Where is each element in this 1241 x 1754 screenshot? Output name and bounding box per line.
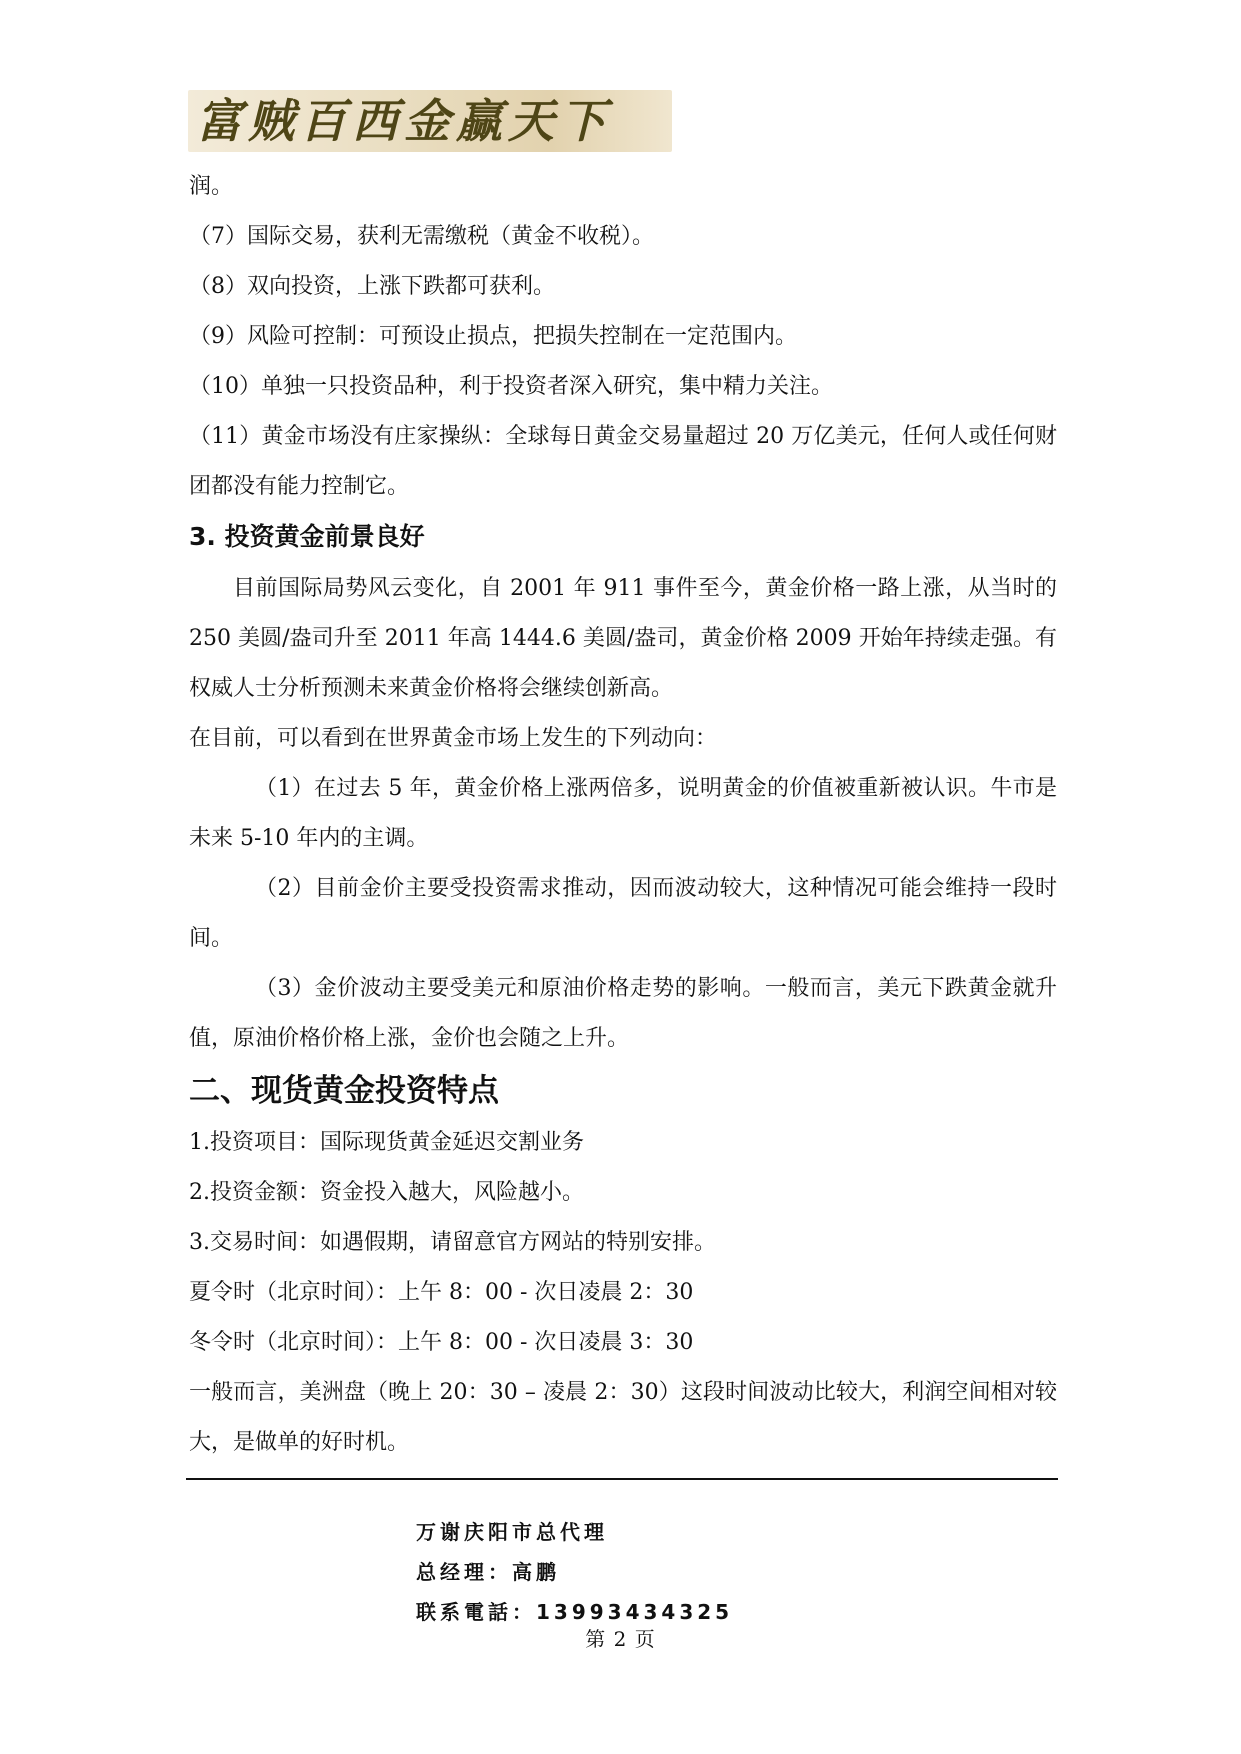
- header-banner-image: [188, 90, 672, 152]
- feature-item-2: 2.投资金额：资金投入越大，风险越小。: [189, 1180, 584, 1205]
- list-item-8: （8）双向投资，上涨下跌都可获利。: [189, 274, 555, 299]
- chapter-heading-2: 二、现货黄金投资特点: [189, 1073, 499, 1109]
- winter-hours: 冬令时（北京时间）：上午 8：00 - 次日凌晨 3：30: [189, 1330, 694, 1355]
- section-heading-3: 3. 投资黄金前景良好: [189, 522, 425, 551]
- footer-phone: 联系電話：13993434325: [416, 1600, 734, 1624]
- section3-item-3: （3）金价波动主要受美元和原油价格走势的影响。一般而言，美元下跌黄金就升值，原油价格价格上涨，金价也会随之上升。: [189, 976, 1057, 1051]
- banner-calligraphy: 富贼百西金赢天下: [196, 94, 612, 148]
- summer-hours: 夏令时（北京时间）：上午 8：00 - 次日凌晨 2：30: [189, 1280, 694, 1305]
- section3-paragraph: 目前国际局势风云变化，自 2001 年 911 事件至今，黄金价格一路上涨，从当时的 250 美圆/盎司升至 2011 年高 1444.6 美圆/盎司，黄金价格 2009 开始年持续走强。有权威人士分析预测未来黄金价格将会继续创新高。: [189, 576, 1057, 701]
- feature-item-1: 1.投资项目：国际现货黄金延迟交割业务: [189, 1130, 584, 1155]
- list-item-10: （10）单独一只投资品种，利于投资者深入研究，集中精力关注。: [189, 374, 833, 399]
- footer-manager: 总经理：高鹏: [416, 1560, 560, 1584]
- footer-agency: 万谢庆阳市总代理: [416, 1520, 608, 1544]
- list-item-11: （11）黄金市场没有庄家操纵：全球每日黄金交易量超过 20 万亿美元，任何人或任何财团都没有能力控制它。: [189, 424, 1057, 499]
- section3-intro: 在目前，可以看到在世界黄金市场上发生的下列动向：: [189, 726, 718, 751]
- list-item-7: （7）国际交易，获利无需缴税（黄金不收税）。: [189, 224, 654, 249]
- feature-item-3: 3.交易时间：如遇假期，请留意官方网站的特别安排。: [189, 1230, 716, 1255]
- page-number: 第 2 页: [585, 1627, 656, 1651]
- section3-item-1: （1）在过去 5 年，黄金价格上涨两倍多，说明黄金的价值被重新被认识。牛市是未来 5-10 年内的主调。: [189, 776, 1057, 851]
- continuation-line: 润。: [189, 174, 234, 199]
- footer-divider: [186, 1478, 1058, 1480]
- closing-paragraph: 一般而言，美洲盘（晚上 20：30 – 凌晨 2：30）这段时间波动比较大，利润空间相对较大，是做单的好时机。: [189, 1380, 1057, 1455]
- footer-contact: [416, 1512, 733, 1632]
- body-content: [189, 162, 1057, 1468]
- list-item-9: （9）风险可控制：可预设止损点，把损失控制在一定范围内。: [189, 324, 797, 349]
- section3-item-2: （2）目前金价主要受投资需求推动，因而波动较大，这种情况可能会维持一段时间。: [189, 876, 1057, 951]
